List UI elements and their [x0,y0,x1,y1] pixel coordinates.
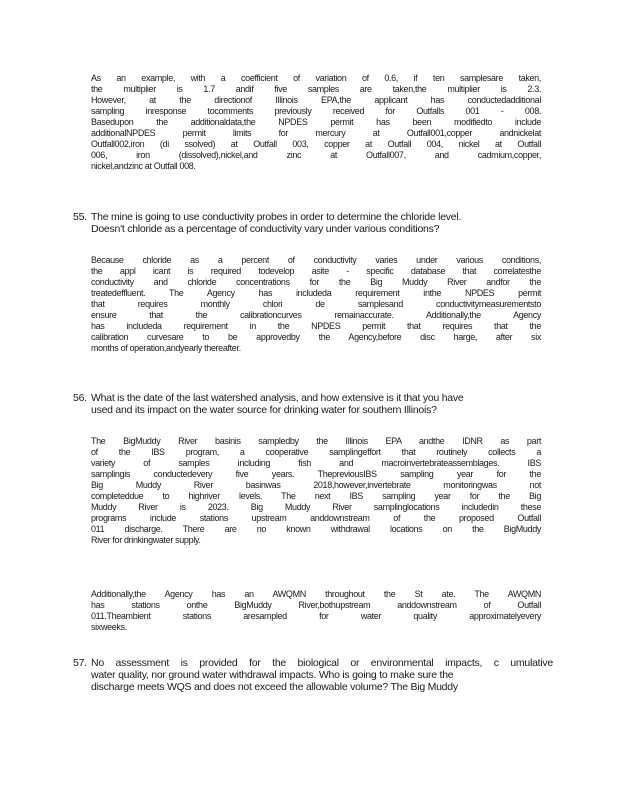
text-line: 006, iron (dissolved),nickel,and zinc at Outfall007, and cadmium,copper, [91,150,541,160]
text-line: Outfall002,iron (di ssolved) at Outfall 003, copper at Outfall 004, nickel at Outfall [91,139,541,149]
text-line: treatedeffluent. The Agency has includeda requirement inthe NPDES permit [91,288,541,298]
paragraph-sampling-limits [91,73,541,172]
text-line: Because chloride as a percent of conductivity varies under various conditions, [91,255,541,265]
text-line: the appl icant is required todevelop asite - specific database that correlatesthe [91,266,541,276]
text-line: variety of samples including fish and macroinvertebrateassemblages. IBS [91,458,541,468]
text-line: 011 discharge. There are no known withdrawal locations on the BigMuddy [91,524,541,534]
text-line: of the IBS program, a cooperative samplingeffort that routinely collects a [91,447,541,457]
text-line: the multiplier is 1.7 andif five samples are taken,the multiplier is 2.3. [91,84,541,94]
text-line: samplingis conductedevery five years. ThepreviousIBS sampling year for the [91,469,541,479]
question-number: 55. [73,211,87,223]
text-line: The BigMuddy River basinis sampledby the Illinois EPA andthe IDNR as part [91,436,541,446]
text-line: calibration curvesare to be approvedby the Agency,before disc harge, after six [91,332,541,342]
question-line: No assessment is provided for the biological or environmental impacts, c umulative [91,657,553,669]
text-line: sixweeks. [91,622,127,632]
text-line: nickel,andzinc at Outfall 008. [91,161,196,171]
text-line: As an example, with a coefficient of variation of 0.6, if ten samplesare taken, [91,73,541,83]
question-line: The mine is going to use conductivity probes in order to determine the chloride level. [91,211,462,223]
text-line: Additionally,the Agency has an AWQMN throughout the St ate. The AWQMN [91,589,541,599]
text-line: conductivity and chloride concentrations for the Big Muddy River andfor the [91,277,541,287]
text-line: sampling inresponse tocomments previously received for Outfalls 001 - 008. [91,106,541,116]
text-line: completeddue to highriver levels. The next IBS sampling year for the Big [91,491,541,501]
text-line: has stations onthe BigMuddy River,bothupstream anddownstream of Outfall [91,600,541,610]
text-line: that requires monthly chlori de samplesand conductivitymeasurementsto [91,299,541,309]
question-56 [73,392,553,416]
question-line: water quality, nor ground water withdrawal impacts. Who is going to make sure the [91,669,454,681]
question-number: 56. [73,392,87,404]
text-line: additionalNPDES permit limits for mercury at Outfall001,copper andnickelat [91,128,541,138]
question-line: What is the date of the last watershed analysis, and how extensive is it that you have [91,392,464,404]
text-line: However, at the directionof Illinois EPA,the applicant has conductedadditional [91,95,541,105]
text-line: ensure that the calibrationcurves remainaccurate. Additionally,the Agency [91,310,541,320]
question-number: 57. [73,657,87,669]
question-57 [73,657,553,693]
text-line: 011.Theambient stations aresampled for water quality approximatelyevery [91,611,541,621]
text-line: Basedupon the additionaldata,the NPDES permit has been modifiedto include [91,117,541,127]
paragraph-answer-55 [91,255,541,354]
text-line: programs include stations upstream anddownstream of the proposed Outfall [91,513,541,523]
question-line: discharge meets WQS and does not exceed the allowable volume? The Big Muddy [91,681,458,693]
paragraph-answer-56 [91,436,541,546]
text-line: Muddy River is 2023. Big Muddy River samplinglocations includedin these [91,502,541,512]
question-line: used and its impact on the water source for drinking water for southern Illinois? [91,404,437,416]
text-line: River for drinkingwater supply. [91,535,201,545]
text-line: months of operation,andyearly thereafter. [91,343,241,353]
text-line: Big Muddy River basinwas 2018,however,invertebrate monitoringwas not [91,480,541,490]
question-line: Doesn't chloride as a percentage of conductivity vary under various conditions? [91,223,440,235]
question-55 [73,211,553,235]
text-line: has includeda requirement in the NPDES permit that requires that the [91,321,541,331]
paragraph-awqmn [91,589,541,633]
